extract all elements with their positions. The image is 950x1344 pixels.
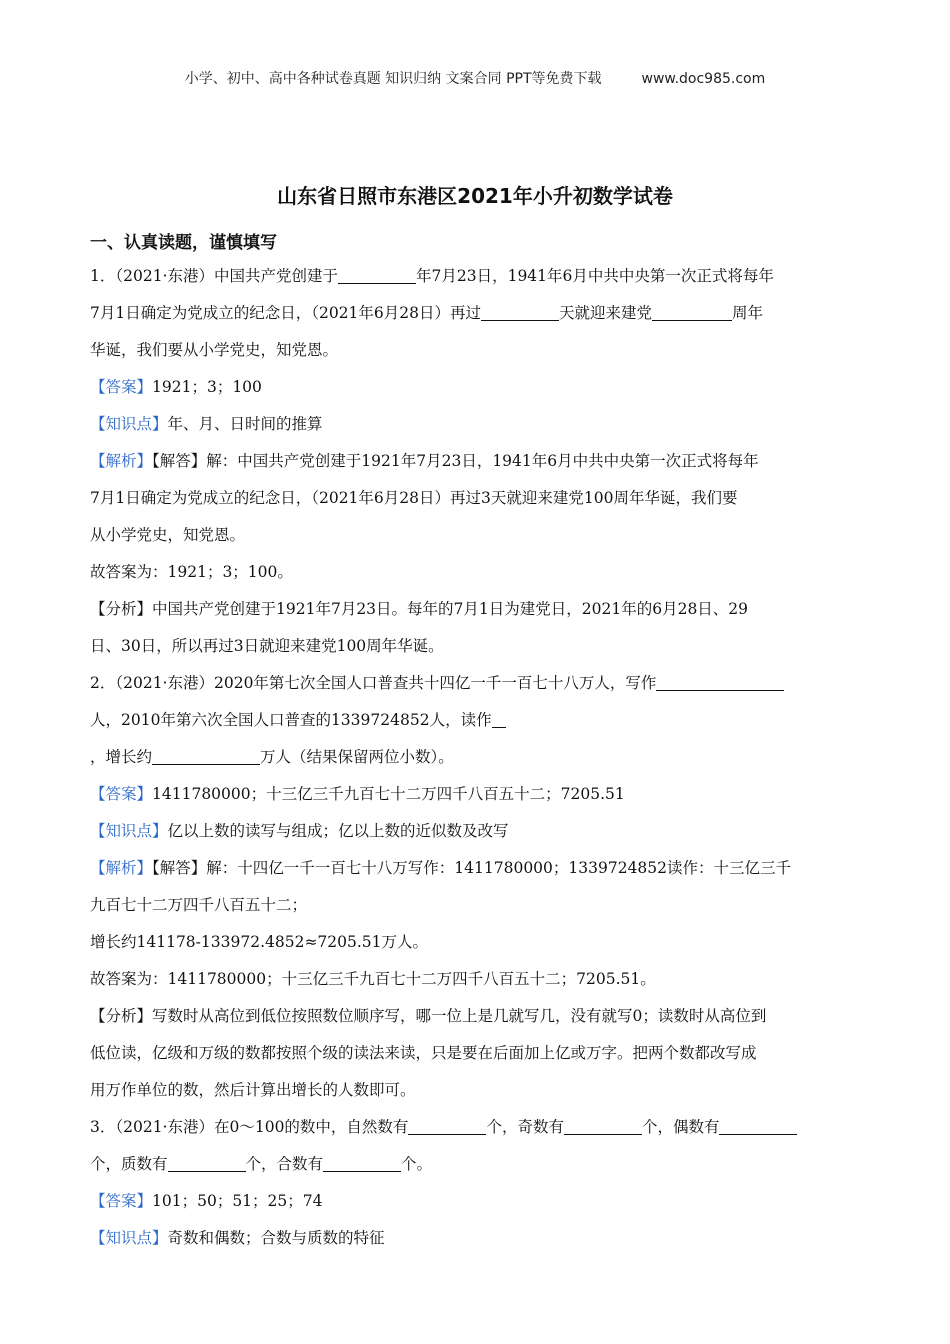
- q2-blank-2[interactable]: [492, 709, 506, 728]
- q3-line-2: 个，质数有 个，合数有 个。: [90, 1155, 433, 1173]
- q2-line-2: 人，2010年第六次全国人口普查的1339724852人，读作: [90, 702, 860, 739]
- q1-solution-3: 从小学党史，知党恩。: [90, 526, 246, 544]
- q1-blank-3[interactable]: [652, 302, 732, 321]
- document-body: [90, 230, 860, 1257]
- q1-solution-4: 故答案为：1921；3；100。: [90, 563, 293, 581]
- q1-line-3: 华诞，我们要从小学党史，知党恩。: [90, 341, 339, 359]
- q2-line-1: 2．（2021·东港）2020年第七次全国人口普查共十四亿一千一百七十八万人，写作: [90, 665, 860, 702]
- q3-blank-2[interactable]: [564, 1116, 642, 1135]
- page-title: 山东省日照市东港区2021年小升初数学试卷: [277, 184, 673, 208]
- q2-solution-2: 九百七十二万四千八百五十二；: [90, 896, 308, 914]
- q2-solution-1: 【解析】【解答】解：十四亿一千一百七十八万写作：1411780000；1339724852读作：十三亿三千: [90, 859, 792, 877]
- q3-blank-4[interactable]: [168, 1153, 246, 1172]
- q3-blank-1[interactable]: [408, 1116, 486, 1135]
- q2-answer: 【答案】1411780000；十三亿三千九百七十二万四千八百五十二；7205.51: [90, 785, 625, 803]
- q1-answer: 【答案】1921；3；100: [90, 378, 262, 396]
- page-header: [0, 68, 950, 88]
- q1-blank-2[interactable]: [481, 302, 559, 321]
- q2-solution-3: 增长约141178-133972.4852≈7205.51万人。: [90, 933, 429, 951]
- q1-solution-2: 7月1日确定为党成立的纪念日，（2021年6月28日）再过3天就迎来建党100周年华诞，我们要: [90, 489, 738, 507]
- q2-fenxi-3: 用万作单位的数，然后计算出增长的人数即可。: [90, 1081, 416, 1099]
- q3-answer: 【答案】101；50；51；25；74: [90, 1192, 323, 1210]
- q2-line-3: ，增长约 万人（结果保留两位小数）。: [90, 748, 454, 766]
- q3-line-1: 3．（2021·东港）在0～100的数中，自然数有 个，奇数有 个，偶数有: [90, 1109, 860, 1146]
- q3-blank-3[interactable]: [719, 1116, 797, 1135]
- q1-fenxi-2: 日、30日，所以再过3日就迎来建党100周年华诞。: [90, 637, 444, 655]
- q1-blank-1[interactable]: [338, 265, 416, 284]
- header-text: 小学、初中、高中各种试卷真题 知识归纳 文案合同 PPT等免费下载: [184, 71, 602, 87]
- header-site[interactable]: www.doc985.com: [641, 71, 766, 87]
- q2-fenxi-1: 【分析】写数时从高位到低位按照数位顺序写，哪一位上是几就写几，没有就写0；读数时从高位到: [90, 1007, 767, 1025]
- q1-knowledge: 【知识点】年、月、日时间的推算: [90, 415, 323, 433]
- q1-fenxi-1: 【分析】中国共产党创建于1921年7月23日。每年的7月1日为建党日，2021年的6月28日、29: [90, 600, 749, 618]
- q1-solution-1: 【解析】【解答】解：中国共产党创建于1921年7月23日，1941年6月中共中央第一次正式将每年: [90, 452, 759, 470]
- q1-line-2: 7月1日确定为党成立的纪念日，（2021年6月28日）再过 天就迎来建党 周年: [90, 304, 764, 322]
- section-heading: 一、认真读题，谨慎填写: [90, 233, 277, 253]
- q3-knowledge: 【知识点】奇数和偶数；合数与质数的特征: [90, 1229, 385, 1247]
- q2-solution-4: 故答案为：1411780000；十三亿三千九百七十二万四千八百五十二；7205.51。: [90, 970, 656, 988]
- q3-blank-5[interactable]: [323, 1153, 401, 1172]
- q1-line-1: 1．（2021·东港）中国共产党创建于 年7月23日，1941年6月中共中央第一次正式将每年: [90, 267, 774, 285]
- q2-fenxi-2: 低位读，亿级和万级的数都按照个级的读法来读，只是要在后面加上亿或万字。把两个数都改写成: [90, 1044, 757, 1062]
- q2-blank-1[interactable]: [656, 672, 784, 691]
- q2-blank-3[interactable]: [152, 746, 260, 765]
- q2-knowledge: 【知识点】亿以上数的读写与组成；亿以上数的近似数及改写: [90, 822, 509, 840]
